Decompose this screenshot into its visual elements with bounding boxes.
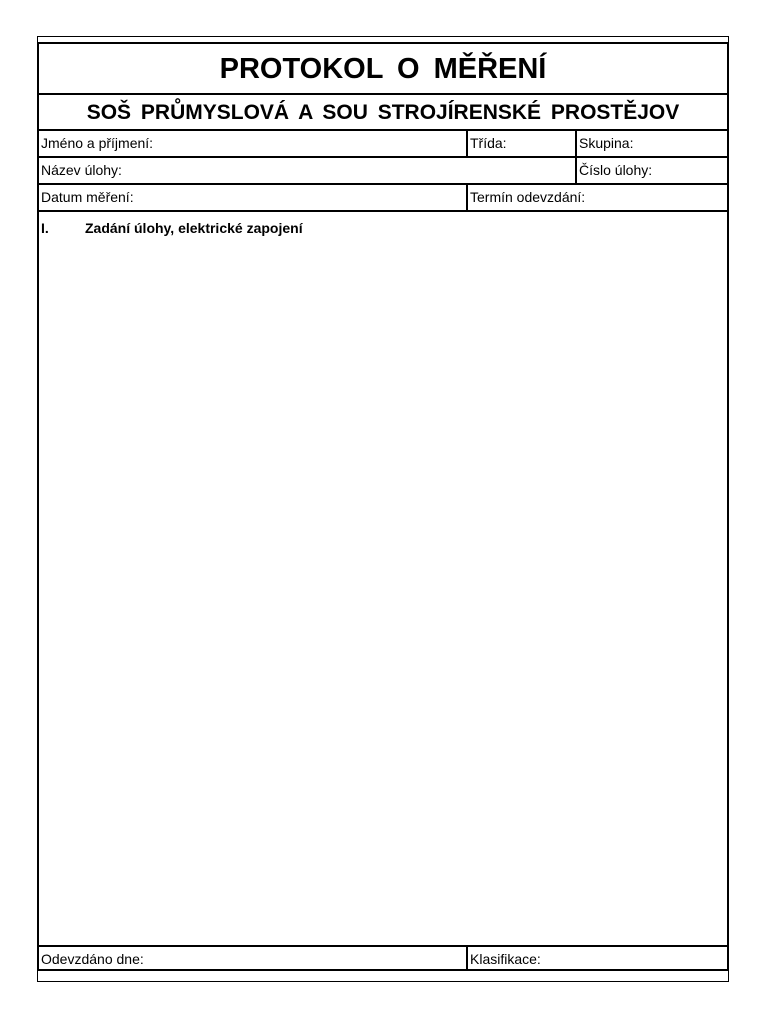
- submission-row: [39, 947, 727, 971]
- deadline-field[interactable]: [466, 185, 727, 210]
- class-field[interactable]: [466, 131, 575, 156]
- measurement-date-label: Datum měření:: [41, 189, 134, 205]
- student-row: [39, 131, 727, 158]
- measurement-protocol-form: [37, 42, 729, 971]
- class-label: Třída:: [470, 135, 507, 151]
- assignment-section[interactable]: [39, 212, 727, 947]
- page-title: PROTOKOL O MĚŘENÍ: [39, 44, 727, 95]
- task-name-field[interactable]: [39, 158, 575, 183]
- deadline-label: Termín odevzdání:: [470, 189, 586, 205]
- name-field[interactable]: [39, 131, 466, 156]
- task-row: [39, 158, 727, 185]
- submitted-date-field[interactable]: [39, 947, 466, 971]
- group-field[interactable]: [575, 131, 727, 156]
- task-name-label: Název úlohy:: [41, 162, 122, 178]
- task-number-field[interactable]: [575, 158, 727, 183]
- task-number-label: Číslo úlohy:: [579, 162, 653, 178]
- group-label: Skupina:: [579, 135, 634, 151]
- section-number: I.: [41, 220, 49, 236]
- grade-label: Klasifikace:: [470, 951, 541, 967]
- grade-field[interactable]: [466, 947, 727, 971]
- measurement-date-field[interactable]: [39, 185, 466, 210]
- school-name: SOŠ PRŮMYSLOVÁ A SOU STROJÍRENSKÉ PROSTĚJOV: [39, 95, 727, 131]
- date-row: [39, 185, 727, 212]
- name-label: Jméno a příjmení:: [41, 135, 154, 151]
- submitted-date-label: Odevzdáno dne:: [41, 951, 144, 967]
- section-heading: [41, 220, 303, 236]
- section-title: Zadání úlohy, elektrické zapojení: [85, 220, 303, 236]
